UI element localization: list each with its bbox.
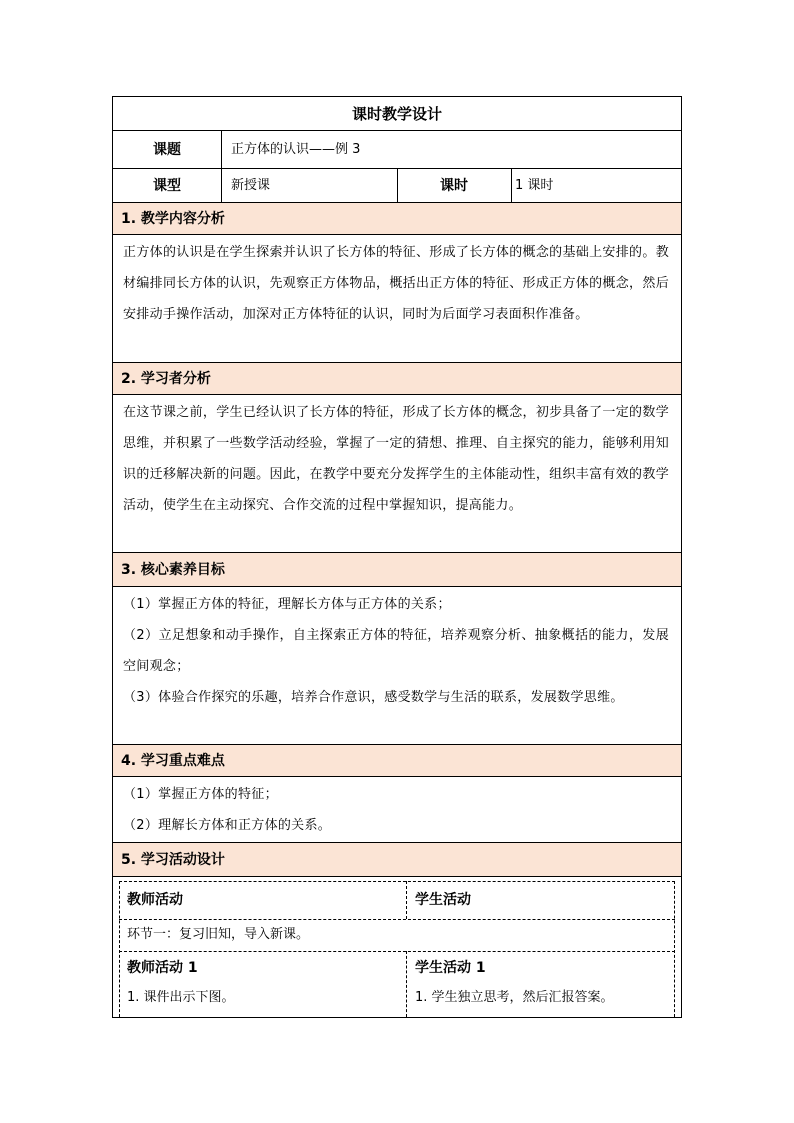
student-activity-1-text: 1. 学生独立思考，然后汇报答案。 (415, 990, 614, 1005)
page-title: 课时教学设计 (351, 105, 442, 123)
section-5-heading-row (113, 843, 681, 877)
objective-2: （2）立足想象和动手操作，自主探索正方体的特征，培养观察分析、抽象概括的能力，发展空间观念； (123, 628, 669, 674)
hours-value: 1 课时 (515, 178, 554, 193)
subject-row (113, 131, 681, 169)
objective-3: （3）体验合作探究的乐趣，培养合作意识，感受数学与生活的联系，发展数学思维。 (123, 690, 624, 705)
section-3-body (113, 587, 681, 745)
subject-label: 课题 (153, 142, 181, 158)
section-5-heading: 5. 学习活动设计 (121, 852, 225, 868)
section-3-heading-row (113, 553, 681, 587)
student-activity-header: 学生活动 (415, 892, 471, 908)
type-row (113, 169, 681, 203)
activity-table (119, 881, 675, 1017)
section-1-heading-row (113, 203, 681, 235)
type-value: 新授课 (231, 178, 271, 193)
student-activity-1-label: 学生活动 1 (415, 960, 486, 976)
section-2-body (113, 395, 681, 553)
type-label: 课型 (153, 178, 181, 194)
teacher-activity-header: 教师活动 (127, 892, 183, 908)
hours-label: 课时 (440, 178, 468, 194)
section-1-body (113, 235, 681, 363)
section-4-heading-row (113, 745, 681, 777)
key-point-2: （2）理解长方体和正方体的关系。 (123, 818, 332, 833)
key-point-1: （1）掌握正方体的特征； (123, 787, 278, 802)
objective-1: （1）掌握正方体的特征，理解长方体与正方体的关系； (123, 597, 451, 612)
section-2-heading-row (113, 363, 681, 395)
lesson-plan-table (112, 96, 682, 1018)
teacher-activity-1-text: 1. 课件出示下图。 (127, 990, 235, 1005)
stage-1-label: 环节一：复习旧知，导入新课。 (127, 927, 310, 942)
section-3-heading: 3. 核心素养目标 (121, 562, 225, 578)
subject-value: 正方体的认识——例 3 (231, 142, 361, 157)
section-2-paragraph: 在这节课之前，学生已经认识了长方体的特征，形成了长方体的概念，初步具备了一定的数学思维，并积累了一些数学活动经验，掌握了一定的猜想、推理、自主探究的能力，能够利用知识的迁移解决新的问题。因此，在教学中要充分发挥学生的主体能动性，组织丰富有效的教学活动，使学生在主动探究、合作交流的过程中掌握知识，提高能力。 (123, 405, 669, 513)
section-1-heading: 1. 教学内容分析 (121, 211, 225, 227)
title-row (113, 97, 681, 131)
section-4-body (113, 777, 681, 843)
section-1-paragraph: 正方体的认识是在学生探索并认识了长方体的特征、形成了长方体的概念的基础上安排的。教材编排同长方体的认识，先观察正方体物品，概括出正方体的特征、形成正方体的概念，然后安排动手操作活动，加深对正方体特征的认识，同时为后面学习表面积作准备。 (123, 245, 669, 322)
section-2-heading: 2. 学习者分析 (121, 371, 211, 387)
section-4-heading: 4. 学习重点难点 (121, 753, 225, 769)
teacher-activity-1-label: 教师活动 1 (127, 960, 198, 976)
